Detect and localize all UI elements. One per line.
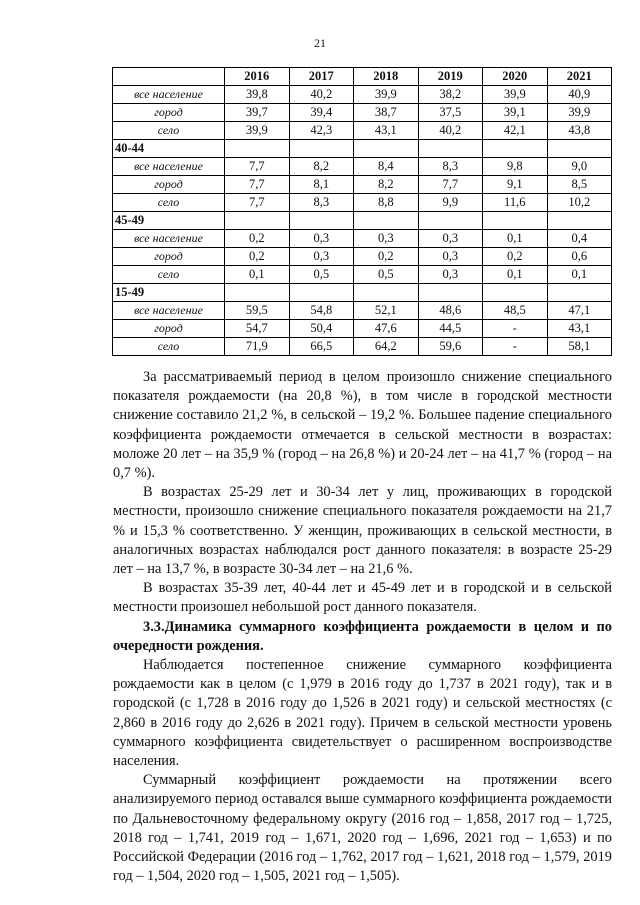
row-label: все население xyxy=(113,302,225,320)
row-label: село xyxy=(113,194,225,212)
row-label: город xyxy=(113,176,225,194)
table-cell: 9,1 xyxy=(483,176,548,194)
table-cell: 8,2 xyxy=(289,158,354,176)
table-cell xyxy=(225,284,290,302)
table-cell: 0,2 xyxy=(225,230,290,248)
table-cell: 8,8 xyxy=(354,194,419,212)
table-header-row xyxy=(113,68,612,86)
row-label: город xyxy=(113,248,225,266)
table-cell: 0,3 xyxy=(418,266,483,284)
table-cell: 39,7 xyxy=(225,104,290,122)
table-row xyxy=(113,122,612,140)
row-label: все население xyxy=(113,86,225,104)
row-label: город xyxy=(113,104,225,122)
table-cell: 48,6 xyxy=(418,302,483,320)
table-cell: 40,9 xyxy=(547,86,612,104)
table-cell xyxy=(289,284,354,302)
table-cell: 0,1 xyxy=(547,266,612,284)
table-cell: 7,7 xyxy=(225,158,290,176)
table-cell: 40,2 xyxy=(418,122,483,140)
table-cell: 48,5 xyxy=(483,302,548,320)
table-cell xyxy=(483,140,548,158)
paragraph: Наблюдается постепенное снижение суммарного коэффициента рождаемости как в целом (с 1,979 в 2016 году до 1,737 в 2021 году), так и в городской (с 1,728 в 2016 году до 1,526 в 2021 году) и сельской местностях (с 2,860 в 2016 году до 2,626 в 2021 году). Причем в сельской местности уровень суммарного коэффициента свидетельствует о расширенном воспроизводстве населения. xyxy=(113,657,612,770)
row-label: село xyxy=(113,266,225,284)
table-cell: 54,8 xyxy=(289,302,354,320)
table-cell: 47,1 xyxy=(547,302,612,320)
table-cell: 0,2 xyxy=(483,248,548,266)
header-cell: 2021 xyxy=(547,68,612,86)
body-text xyxy=(113,368,612,886)
table-cell: 0,4 xyxy=(547,230,612,248)
table-cell xyxy=(289,140,354,158)
table-cell: 39,9 xyxy=(547,104,612,122)
table-cell: 8,4 xyxy=(354,158,419,176)
paragraph: Суммарный коэффициент рождаемости на протяжении всего анализируемого период оставался выше суммарного коэффициента рождаемости по Дальневосточному федеральному округу (2016 год – 1,858, 2017 год – 1,725, 2018 год – 1,741, 2019 год – 1,671, 2020 год – 1,696, 2021 год – 1,653) и по Российской Федерации (2016 год – 1,762, 2017 год – 1,621, 2018 год – 1,579, 2019 год – 1,504, 2020 год – 1,505, 2021 год – 1,505). xyxy=(113,772,612,885)
table-cell: 39,8 xyxy=(225,86,290,104)
table-cell: 0,3 xyxy=(418,230,483,248)
table-cell: 43,8 xyxy=(547,122,612,140)
table-row xyxy=(113,230,612,248)
age-group-label: 45-49 xyxy=(113,212,225,230)
table-cell: 43,1 xyxy=(547,320,612,338)
table-cell: 39,9 xyxy=(225,122,290,140)
table-row xyxy=(113,302,612,320)
table-cell: 0,3 xyxy=(418,248,483,266)
table-cell: 10,2 xyxy=(547,194,612,212)
table-cell: 0,3 xyxy=(289,230,354,248)
table-cell: 54,7 xyxy=(225,320,290,338)
table-row xyxy=(113,248,612,266)
table-group-row xyxy=(113,212,612,230)
header-cell xyxy=(113,68,225,86)
table-cell xyxy=(354,212,419,230)
table-cell: 44,5 xyxy=(418,320,483,338)
table-cell: 66,5 xyxy=(289,338,354,356)
row-label: село xyxy=(113,338,225,356)
table-cell: 37,5 xyxy=(418,104,483,122)
table-cell: 0,2 xyxy=(354,248,419,266)
table-row xyxy=(113,266,612,284)
header-cell: 2019 xyxy=(418,68,483,86)
table-cell: 39,9 xyxy=(354,86,419,104)
table-cell: 11,6 xyxy=(483,194,548,212)
page-number: 21 xyxy=(314,36,326,50)
table-cell xyxy=(547,284,612,302)
table-row xyxy=(113,104,612,122)
row-label: все население xyxy=(113,230,225,248)
table-cell: 8,5 xyxy=(547,176,612,194)
table-cell xyxy=(483,284,548,302)
table-cell xyxy=(547,140,612,158)
table-cell: 38,2 xyxy=(418,86,483,104)
table-cell: 9,8 xyxy=(483,158,548,176)
table-cell: 8,3 xyxy=(418,158,483,176)
paragraph: За рассматриваемый период в целом произошло снижение специального показателя рождаемости (на 20,8 %), в том числе в городской местности снижение составило 21,2 %, в сельской – 19,2 %. Большее падение специального коэффициента рождаемости отмечается в сельской местности в возрастах: моложе 20 лет – на 35,9 % (город – на 26,8 %) и 20-24 лет – на 41,7 % (город – на 0,7 %). xyxy=(113,369,612,482)
table-cell: 39,1 xyxy=(483,104,548,122)
table-cell: 7,7 xyxy=(225,194,290,212)
table-cell: 8,1 xyxy=(289,176,354,194)
table-cell: 52,1 xyxy=(354,302,419,320)
table-row xyxy=(113,338,612,356)
table-cell: 0,6 xyxy=(547,248,612,266)
table-cell xyxy=(418,212,483,230)
table-group-row xyxy=(113,284,612,302)
table-row xyxy=(113,194,612,212)
table-cell: 8,2 xyxy=(354,176,419,194)
table-cell: 8,3 xyxy=(289,194,354,212)
table-body xyxy=(113,86,612,356)
table-cell xyxy=(354,284,419,302)
table-cell: 9,0 xyxy=(547,158,612,176)
table-cell: 59,6 xyxy=(418,338,483,356)
header-cell: 2016 xyxy=(225,68,290,86)
age-group-label: 40-44 xyxy=(113,140,225,158)
table-cell xyxy=(289,212,354,230)
table-cell: 9,9 xyxy=(418,194,483,212)
table-cell: 7,7 xyxy=(418,176,483,194)
table-cell: - xyxy=(483,320,548,338)
table-cell: 0,1 xyxy=(225,266,290,284)
header-cell: 2017 xyxy=(289,68,354,86)
table-cell: 42,1 xyxy=(483,122,548,140)
table-cell: 71,9 xyxy=(225,338,290,356)
row-label: все население xyxy=(113,158,225,176)
table-cell xyxy=(547,212,612,230)
table-row xyxy=(113,320,612,338)
table-cell: 64,2 xyxy=(354,338,419,356)
table-cell: 0,3 xyxy=(289,248,354,266)
table-row xyxy=(113,86,612,104)
row-label: село xyxy=(113,122,225,140)
table-cell xyxy=(483,212,548,230)
section-heading: 3.3.Динамика суммарного коэффициента рождаемости в целом и по очередности рождения. xyxy=(113,618,612,654)
table-cell: 38,7 xyxy=(354,104,419,122)
table-cell: 0,1 xyxy=(483,230,548,248)
table-cell: 0,1 xyxy=(483,266,548,284)
table-group-row xyxy=(113,140,612,158)
paragraph: В возрастах 25-29 лет и 30-34 лет у лиц, проживающих в городской местности, произошло снижение специального показателя рождаемости на 21,7 % и 15,3 % соответственно. У женщин, проживающих в сельской местности, в аналогичных возрастах наблюдался рост данного показателя: в возрасте 25-29 лет – на 13,7 %, в возрасте 30-34 лет – на 21,6 %. xyxy=(113,484,612,578)
header-cell: 2020 xyxy=(483,68,548,86)
table-cell: 50,4 xyxy=(289,320,354,338)
table-cell xyxy=(354,140,419,158)
table-cell: 43,1 xyxy=(354,122,419,140)
table-cell: 39,4 xyxy=(289,104,354,122)
table-cell: 0,3 xyxy=(354,230,419,248)
table-cell xyxy=(225,140,290,158)
header-cell: 2018 xyxy=(354,68,419,86)
table-cell: 59,5 xyxy=(225,302,290,320)
table-cell: 40,2 xyxy=(289,86,354,104)
table-cell xyxy=(225,212,290,230)
age-group-label: 15-49 xyxy=(113,284,225,302)
table-cell: 0,2 xyxy=(225,248,290,266)
table-cell xyxy=(418,140,483,158)
table-cell: 0,5 xyxy=(289,266,354,284)
table-cell xyxy=(418,284,483,302)
fertility-table xyxy=(112,67,612,356)
table-row xyxy=(113,158,612,176)
table-cell: 58,1 xyxy=(547,338,612,356)
row-label: город xyxy=(113,320,225,338)
table-cell: 7,7 xyxy=(225,176,290,194)
table-cell: - xyxy=(483,338,548,356)
table-cell: 39,9 xyxy=(483,86,548,104)
table-row xyxy=(113,176,612,194)
table-cell: 47,6 xyxy=(354,320,419,338)
table-cell: 42,3 xyxy=(289,122,354,140)
paragraph: В возрастах 35-39 лет, 40-44 лет и 45-49 лет и в городской и в сельской местности произошел небольшой рост данного показателя. xyxy=(113,580,612,616)
table-cell: 0,5 xyxy=(354,266,419,284)
